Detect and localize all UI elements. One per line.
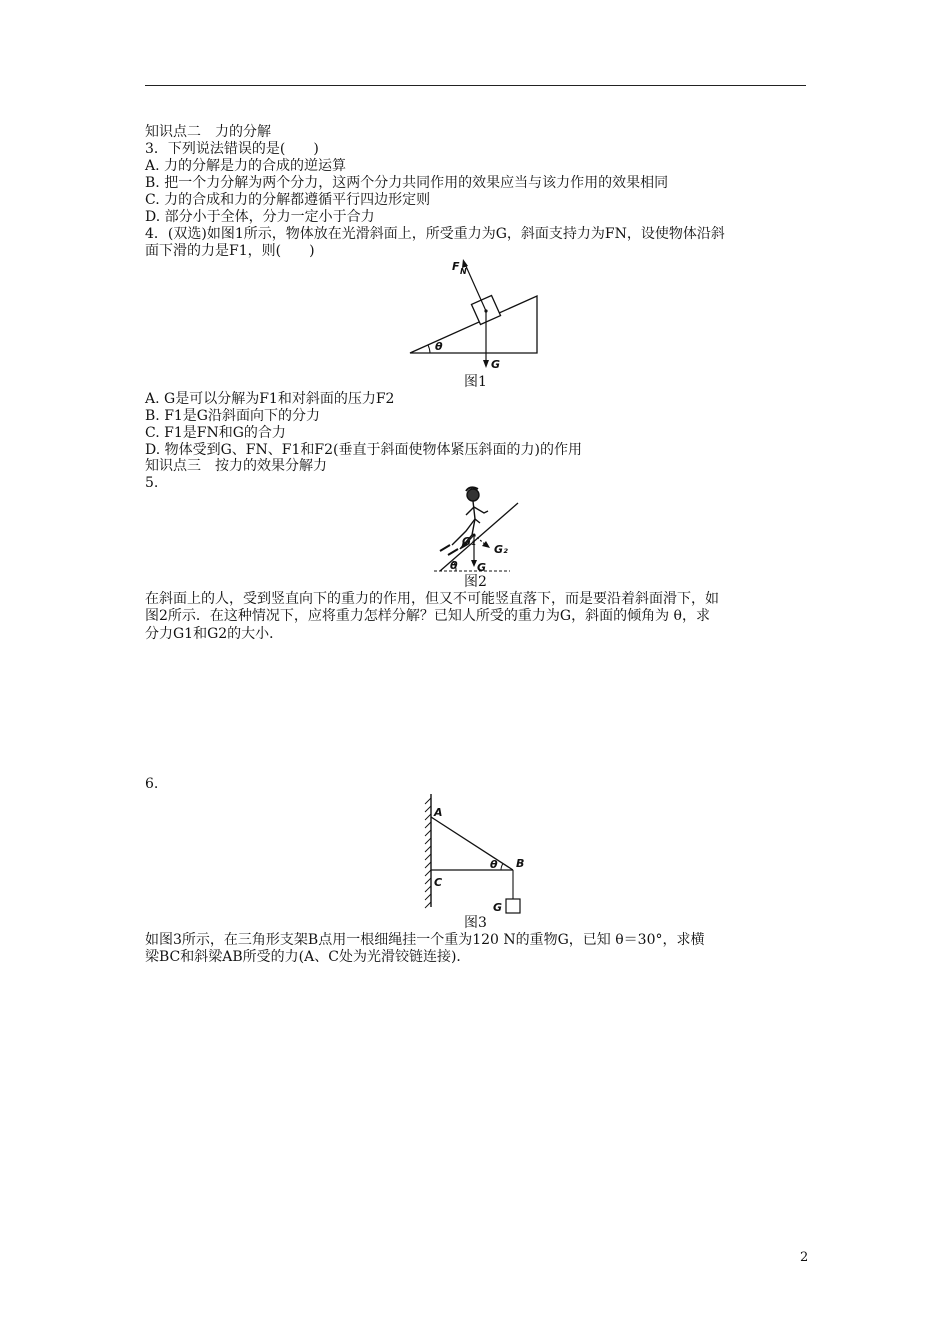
fig1-label-theta: θ bbox=[435, 340, 443, 353]
fig2-label-theta: θ bbox=[450, 559, 458, 572]
fig1-label-fn: F bbox=[452, 260, 460, 273]
weight-block bbox=[506, 899, 520, 913]
q4-stem-line1: 4．(双选)如图1所示，物体放在光滑斜面上，所受重力为G，斜面支持力为FN，设使物体沿斜 bbox=[145, 226, 725, 242]
section-2-title: 知识点二 力的分解 bbox=[145, 124, 271, 140]
fig3-label-b: B bbox=[516, 857, 525, 870]
fig1-label-fn-sub: N bbox=[460, 267, 467, 276]
figure-3-triangle-bracket bbox=[418, 792, 538, 917]
q4-option-a: A. G是可以分解为F1和对斜面的压力F2 bbox=[145, 391, 395, 407]
q3-option-a: A. 力的分解是力的合成的逆运算 bbox=[145, 158, 347, 174]
q4-option-c: C. F1是FN和G的合力 bbox=[145, 425, 286, 441]
q4-stem-line2: 面下滑的力是F1，则( ) bbox=[145, 243, 315, 259]
q6-text-line2: 梁BC和斜梁AB所受的力(A、C处为光滑铰链连接)． bbox=[145, 949, 471, 965]
beam-ab bbox=[431, 817, 513, 870]
figure-3-caption: 图3 bbox=[464, 915, 487, 931]
fig3-label-c: C bbox=[434, 876, 443, 889]
q5-text-line3: 分力G1和G2的大小． bbox=[145, 626, 284, 642]
fig2-label-g1: G₁ bbox=[462, 535, 476, 548]
q4-option-b: B. F1是G沿斜面向下的分力 bbox=[145, 408, 320, 424]
header-rule bbox=[145, 85, 806, 86]
fig3-label-theta: θ bbox=[490, 858, 498, 871]
fig3-label-a: A bbox=[434, 806, 443, 819]
q5-text-line2: 图2所示．在这种情况下，应将重力怎样分解？已知人所受的重力为G，斜面的倾角为 θ，求 bbox=[145, 608, 710, 624]
q3-stem: 3．下列说法错误的是( ) bbox=[145, 141, 319, 157]
theta-arc bbox=[501, 864, 503, 871]
theta-arc bbox=[428, 345, 430, 353]
section-3-title: 知识点三 按力的效果分解力 bbox=[145, 458, 327, 474]
figure-2-caption: 图2 bbox=[464, 574, 487, 590]
q3-option-d: D. 部分小于全体，分力一定小于合力 bbox=[145, 209, 375, 225]
fig2-label-g: G bbox=[477, 561, 487, 574]
q4-option-d: D. 物体受到G、FN、F1和F2(垂直于斜面使物体紧压斜面的力)的作用 bbox=[145, 442, 582, 458]
fig1-label-g: G bbox=[491, 358, 501, 371]
fig2-label-g2: G₂ bbox=[494, 543, 508, 556]
q5-number: 5. bbox=[145, 475, 159, 491]
q5-text-line1: 在斜面上的人，受到竖直向下的重力的作用，但又不可能竖直落下，而是要沿着斜面滑下，如 bbox=[145, 591, 719, 607]
q6-number: 6. bbox=[145, 776, 159, 792]
figure-2-person-on-slope bbox=[428, 483, 528, 578]
q6-text-line1: 如图3所示，在三角形支架B点用一根细绳挂一个重为120 N的重物G，已知 θ＝30°，求横 bbox=[145, 932, 705, 948]
q3-option-b: B. 把一个力分解为两个分力，这两个分力共同作用的效果应当与该力作用的效果相同 bbox=[145, 175, 669, 191]
q3-option-c: C. 力的合成和力的分解都遵循平行四边形定则 bbox=[145, 192, 431, 208]
figure-1-caption: 图1 bbox=[464, 374, 487, 390]
fig3-label-g: G bbox=[493, 901, 503, 914]
page-number: 2 bbox=[800, 1250, 809, 1265]
wall-hatching bbox=[425, 798, 431, 908]
figure-1-incline-block bbox=[400, 255, 550, 380]
